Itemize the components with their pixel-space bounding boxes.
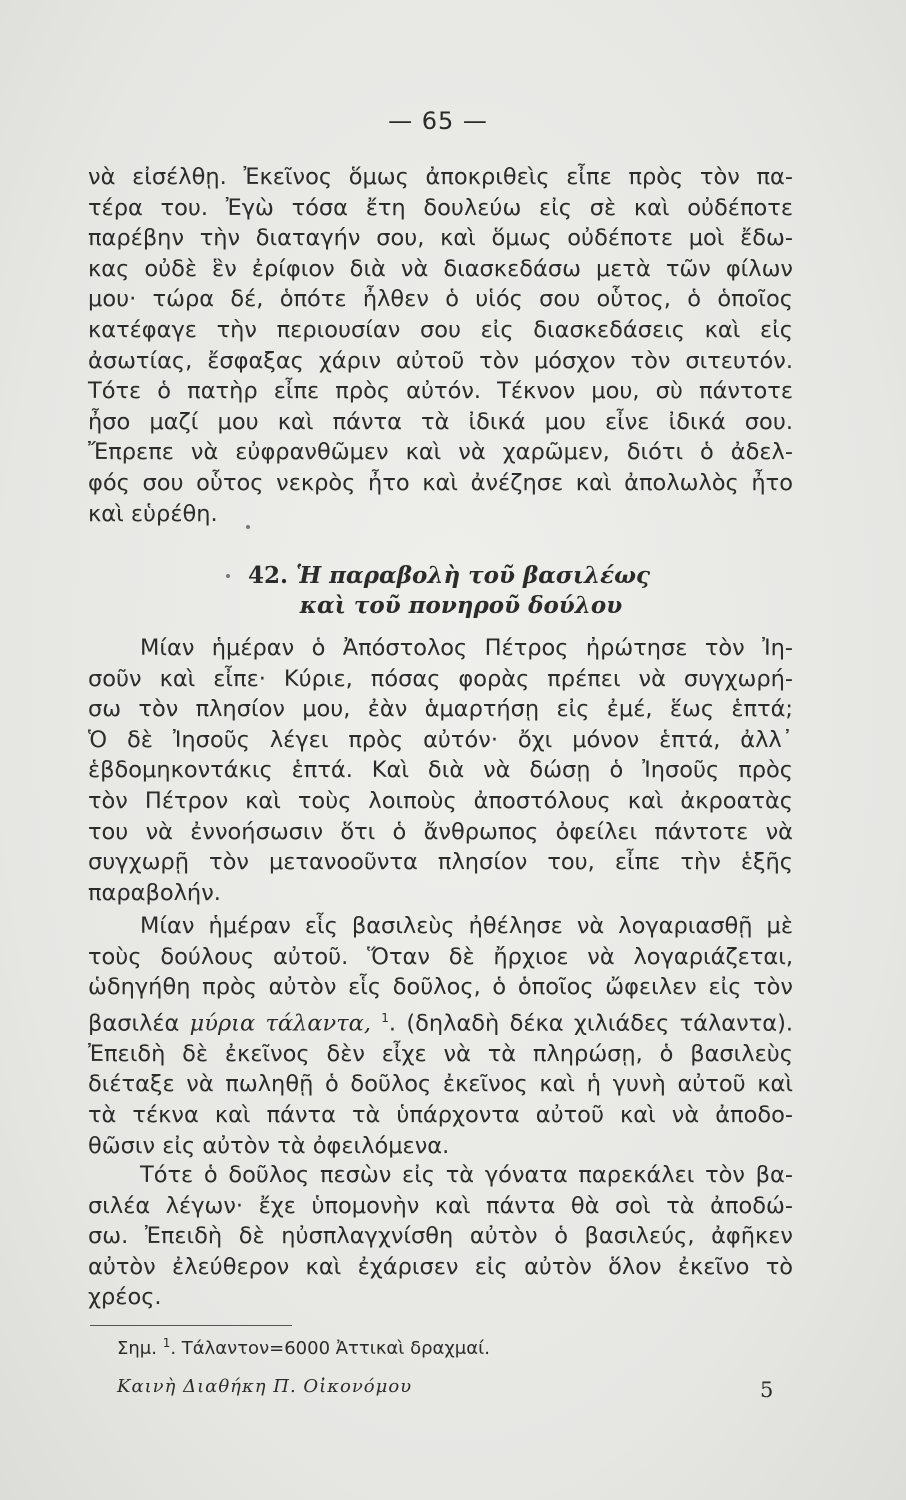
text-line: ὡδηγήθη πρὸς αὐτὸν εἷς δοῦλος, ὁ ὁποῖος ὤφειλεν εἰς τὸν xyxy=(88,974,793,1001)
italic-phrase: μύρια τάλαντα, xyxy=(189,1010,372,1037)
text-line-with-italic xyxy=(88,1003,793,1039)
text-line: διέταξε νὰ πωληθῇ ὁ δοῦλος ἐκεῖνος καὶ ἡ γυνὴ αὐτοῦ καὶ xyxy=(88,1071,793,1098)
footnote-label: Σημ. xyxy=(117,1338,157,1359)
text-line: αὐτὸν ἐλεύθερον καὶ ἐχάρισεν εἰς αὐτὸν ὅλον ἐκεῖνο τὸ xyxy=(88,1253,793,1280)
section-heading xyxy=(0,562,902,589)
paragraph-peter-question xyxy=(88,633,793,908)
footer-book-title: Καινὴ Διαθήκη Π. Οἰκονόμου xyxy=(117,1376,413,1397)
paragraph-king-accounts xyxy=(88,911,793,1161)
text-fragment: . (δηλαδὴ δέκα χιλιάδες τάλαντα). xyxy=(388,1010,794,1037)
text-line: νὰ εἰσέλθῃ. Ἐκεῖνος ὅμως ἀποκριθεὶς εἶπε πρὸς τὸν πα- xyxy=(88,164,793,190)
section-number: 42. xyxy=(247,562,288,589)
text-fragment: βασιλέα xyxy=(88,1010,190,1037)
section-title-line-1: Ἡ παραβολὴ τοῦ βασιλέως xyxy=(296,562,651,589)
text-line: φός σου οὗτος νεκρὸς ἦτο καὶ ἀνέζησε καὶ ἀπολωλὸς ἦτο xyxy=(88,469,793,496)
text-line: σοῦν καὶ εἶπε· Κύριε, πόσας φορὰς πρέπει νὰ συγχωρή- xyxy=(88,665,793,692)
text-line: σιλέα λέγων· ἔχε ὑπομονὴν καὶ πάντα θὰ σοὶ τὰ ἀποδώ- xyxy=(88,1192,793,1219)
text-line: ἀσωτίας, ἔσφαξας χάριν αὐτοῦ τὸν μόσχον τὸν σιτευτόν. xyxy=(88,347,793,374)
text-line: χρέος. xyxy=(88,1284,162,1311)
text-line: τοὺς δούλους αὐτοῦ. Ὅταν δὲ ἤρχιοε νὰ λογαριάζεται, xyxy=(88,943,793,970)
text-line: παρέβην τὴν διαταγήν σου, καὶ ὅμως οὐδέποτε μοὶ ἔδω- xyxy=(88,225,793,252)
signature-mark: 5 xyxy=(760,1378,774,1402)
print-speck xyxy=(226,574,230,578)
paragraph-servant-pleads xyxy=(88,1160,793,1313)
footnote-divider xyxy=(90,1325,292,1326)
text-line: Μίαν ἡμέραν εἷς βασιλεὺς ἠθέλησε νὰ λογαριασθῇ μὲ xyxy=(140,913,793,939)
text-line: ἦσο μαζί μου καὶ πάντα τὰ ἰδικά μου εἶνε ἰδικά σου. xyxy=(88,408,793,435)
footnote-text: . Τάλαντον=6000 Ἀττικαὶ δραχμαί. xyxy=(170,1338,490,1359)
text-line: Τότε ὁ δοῦλος πεσὼν εἰς τὰ γόνατα παρεκάλει τὸν βα- xyxy=(140,1162,793,1188)
text-line: Τότε ὁ πατὴρ εἶπε πρὸς αὐτόν. Τέκνον μου, σὺ πάντοτε xyxy=(88,378,793,405)
footnote xyxy=(117,1336,490,1359)
text-line: σω τὸν πλησίον μου, ἐὰν ἁμαρτήσῃ εἰς ἐμέ, ἕως ἑπτά; xyxy=(88,696,793,723)
text-line: τὸν Πέτρον καὶ τοὺς λοιποὺς ἀποστόλους καὶ ἀκροατὰς xyxy=(88,787,793,814)
section-title-line-2: καὶ τοῦ πονηροῦ δούλου xyxy=(299,592,623,619)
text-line: Ὁ δὲ Ἰησοῦς λέγει πρὸς αὐτόν· ὄχι μόνον ἑπτά, ἀλλ᾽ xyxy=(88,726,793,753)
print-speck xyxy=(246,525,250,529)
text-line: Μίαν ἡμέραν ὁ Ἀπόστολος Πέτρος ἠρώτησε τὸν Ἰη- xyxy=(140,635,793,661)
text-line: κας οὐδὲ ἓν ἐρίφιον διὰ νὰ διασκεδάσω μετὰ τῶν φίλων xyxy=(88,255,793,282)
text-line: μου· τώρα δέ, ὁπότε ἦλθεν ὁ υἱός σου οὗτος, ὁ ὁποῖος xyxy=(88,286,793,313)
footnote-ref: 1 xyxy=(381,1010,389,1025)
text-line: συγχωρῇ τὸν μετανοοῦντα πλησίον του, εἶπε τὴν ἑξῆς xyxy=(88,849,793,876)
text-line: τέρα του. Ἐγὼ τόσα ἔτη δουλεύω εἰς σὲ καὶ οὐδέποτε xyxy=(88,194,793,221)
footnote-number: 1 xyxy=(162,1336,171,1350)
page-number: — 65 — xyxy=(388,107,488,135)
text-line: Ἔπρεπε νὰ εὐφρανθῶμεν καὶ νὰ χαρῶμεν, διότι ὁ ἀδελ- xyxy=(88,439,793,466)
text-line: του νὰ ἐννοήσωσιν ὅτι ὁ ἄνθρωπος ὀφείλει πάντοτε νὰ xyxy=(88,818,793,845)
text-line: σω. Ἐπειδὴ δὲ ηὐσπλαγχνίσθη αὐτὸν ὁ βασιλεύς, ἀφῆκεν xyxy=(88,1223,793,1250)
text-line: καὶ εὑρέθη. xyxy=(88,500,218,527)
text-line: θῶσιν εἰς αὐτὸν τὰ ὀφειλόμενα. xyxy=(88,1132,450,1159)
text-line: Ἐπειδὴ δὲ ἐκεῖνος δὲν εἶχε νὰ τὰ πληρώσῃ, ὁ βασιλεὺς xyxy=(88,1040,793,1067)
text-line: παραβολήν. xyxy=(88,879,221,906)
text-line: τὰ τέκνα καὶ πάντα τὰ ὑπάρχοντα αὐτοῦ καὶ νὰ ἀποδο- xyxy=(88,1102,793,1129)
text-line: ἑβδομηκοντάκις ἑπτά. Καὶ διὰ νὰ δώσῃ ὁ Ἰησοῦς πρὸς xyxy=(88,757,793,784)
text-line: κατέφαγε τὴν περιουσίαν σου εἰς διασκεδάσεις καὶ εἰς xyxy=(88,316,793,343)
section-heading-line-2 xyxy=(8,592,906,619)
continuation-paragraph xyxy=(88,162,793,529)
